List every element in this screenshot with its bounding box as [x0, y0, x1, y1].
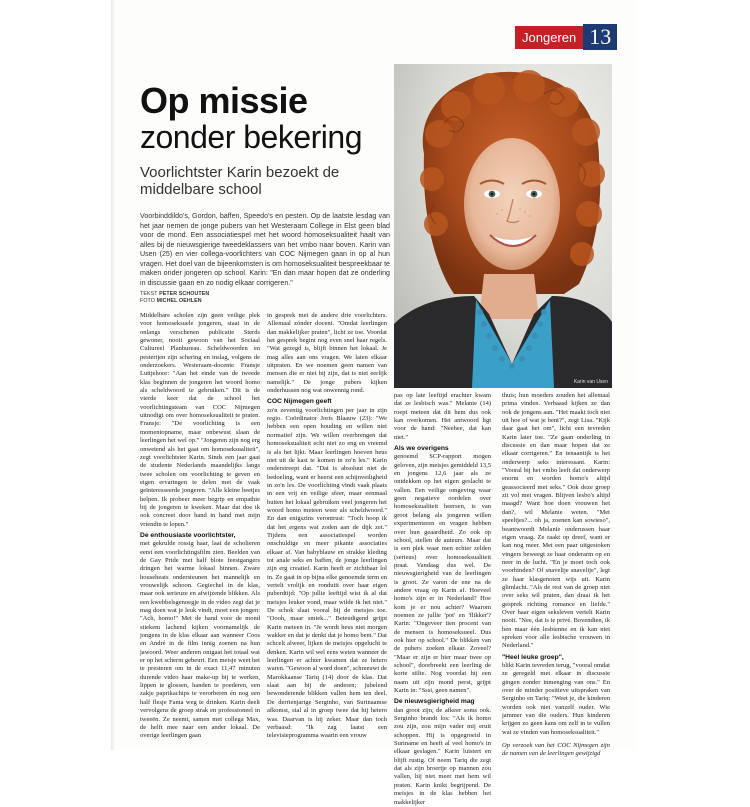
page-number: 13: [583, 24, 617, 50]
paragraph: thuis; hun moeders zouden het allemaal prima vinden. Verbaasd kijken ze dan ook de jongens aan. "Het maakt toch niet uit hoe of wat je bent?", zegt Lisa. "Kijk daar gaat het om", licht een tevreden Karin later toe. "Ze gaan onderling in discussie en dan maar hopen dat ze elkaar corrigeren." En tenaantijk is het onderwerp seks interessant. Karin: "Vooral bij het vmbo leeft dat onderwerp enorm en worden homo's altijd geassocieerd met seks." Ook deze groep zit vol met vragen. Blijven lesbo's altijd maagd? Want hoe doen vrouwen het dan?, wil Melanie weten. "Met speeltjes?... oh ja, zoenen kan sowieso", beantwoordt Melanie onderussen haar eigen vraag. Ze raakt op dreef, want er kan nog meer. Met een paar uitgestoken vingers beweegt ze haar onderarm op en neer in de lucht. "En je moet toch ook voorbinden? Of snavelije snavelije", legt ze haar klasgenoten wijs uit. Karin glimlacht. "Als de rest van de groep niet over seks wil praten, dan draai ik het gesprek richting romance en liefde." Over haar eigen seksleven vertelt Karin nooit. "Nee, dat is te privé. Bovendien, ik ben maar één lesbienne en ik kan niet spreken voor alle lesbische vrouwen in Nederland.": [502, 392, 610, 650]
paragraph-lead-in: "Heel leuke groep",: [502, 653, 564, 661]
article-headline: [140, 82, 390, 154]
credit-text-name: PETER SCHOUTEN: [159, 291, 210, 297]
paragraph-lead-in: COC Nijmegen geeft: [267, 398, 332, 406]
text-column-2: [267, 312, 387, 741]
text-column-3: [394, 392, 491, 807]
photo-caption: Karin van Usen: [573, 379, 608, 385]
headline-line-1: Op missie: [140, 80, 308, 121]
paragraph-lead-in: Als we overigens: [394, 445, 449, 453]
credit-text-label: TEKST: [140, 291, 158, 297]
credit-photo-name: MICHEL OEHLEN: [156, 298, 202, 304]
paragraph-lead-in: De nieuwsgierigheid mag: [394, 698, 475, 706]
text-column-1: [140, 312, 260, 741]
credit-photo-label: FOTO: [140, 298, 156, 304]
headline-line-2: zonder bekering: [140, 119, 362, 155]
paragraph: pas op late leeftijd erachter kwam dat ze lesbisch was." Melanie (14) roept meteen dat dit hem dus ook kan overkomen. Het antwoord ligt voor de hand: "Neehee, dat kan niet.": [394, 392, 491, 441]
text-column-4: [502, 392, 610, 759]
paragraph: in gesprek met de andere drie voorlichters. Allemaal zónder docent. "Omdat leerlingen dan makkelijker praten", licht ze toe. Voordat het gesprek begint nog even snel haar regels. "Wat gezegd is, blijft binnen het lokaal. Je mag alles aan ons vragen. We laten elkaar uitpraten. En we noemen geen namen van mensen die er niet bij zijn, dat is niet eerlijk namelijk." De jonge pubers kijken onderhussen nog wat onwennig rond.: [267, 312, 387, 395]
article-subheadline: Voorlichtster Karin bezoekt de middelbare school: [140, 164, 340, 198]
paragraph-lead-in: De enthousiaste voorlichtster,: [140, 531, 236, 539]
article-credits: [140, 291, 209, 305]
portrait-photo: [394, 64, 612, 388]
footnote: Op verzoek van het COC Nijmegen zijn de namen van de leerlingen gewijzigd: [502, 742, 610, 758]
paragraph: met gekrulde rossig haar, laat de scholieren eerst een voorlichtingsfilm zien. Beelden van de Gay Pride met half blote feestgangers dringen het warme lokaal binnen. Zware househeats ondersteunen het mannelijk en vrouwelijk schoon. Gegiechel in de klas, maar ook serieuze en afwijzende blikken. Als een kwebbelsgenoegje in de video zegt dat je mag doen wat je leuk vindt, moet een jongen: "Ach, homo!" Met de hand voor de mond stiekem lachend kijken voornamelijk de jongens in de klas elkaar aan wanneer Coos en André in de film innig zoenen na hun jawoord. Weer anderen ontgaat het totaal wat er op het scherm gebeurt. Een meisje weet het te presteren om in de exact 11,47 minuten durende video haar make-up bij te werken, lippen te glossen, handen te poederen, een zakje paprikachips te verorberen én nog een half flesje Fanta weg te drinken. Karin deelt vervolgens de groep strak en professioneel in tweeën. Ze neemt, samen met collega Max, de helft mee naar een ander lokaal. De overige leerlingen gaan: [140, 540, 260, 740]
section-header: [515, 24, 617, 50]
paragraph: blikt Karin tevreden terug, "vooral omdat ze geregeld met elkaar in discussie gingen zonder inmenging van ons." En over de minder positieve uitspraken van Serginho en Tariq: "Weet je, die kinderen worden ook niet vanzelf ouder. Wie jammer van die ouders. Hun kinderen krijgen zo geen kans om zelf in te vullen wat ze vinden van homoseksualiteit.": [502, 662, 610, 736]
paragraph: dan groot zijn, de afkeer soms ook. Serginho brandt los: "Als ik homo zou zijn, zou mijn vader mij eruit schoppen. Hij is opgegroeid in Suriname en heeft al veel homo's in elkaar geslagen." Karin luistert en blijft rustig. Of neem Tariq die zegt dat als zijn broertje op mannen zou vallen, hij niet meer met hem wil praten. Karin knikt begrijpend. De meisjes in de klas hebben het makkelijker: [394, 706, 491, 806]
article-lead: Voorbinddildo's, Gordon, baffen, Speedo's en pesten. Op de laatste lesdag van het jaar nemen de jonge pubers van het Westeraam College in Elst geen blad voor de mond. Een associatiespel met het woord homoseksualiteit haalt van alles bij de nieuwsgierige tweedeklassers van het vmbo naar boven. Karin van Usen (25) en vier collega-voorlichters van COC Nijmegen gaan in op al hun vragen. Het doel van de bijeenkomsten is om homoseksualiteit bespreekbaar te maken onder jongeren op school. Karin: "En dan maar hopen dat ze onderling in discussie gaan en zo nodig elkaar corrigeren.": [140, 212, 390, 287]
paragraph: Middelbare scholen zijn geen veilige plek voor homoseksuele jongeren, staat in de onlangs verschenen publicatie Sterds gewoner, nooit gewoon van het Sociaal Cultureel Planbureau. Scheldwoorden en pesterijen zijn schering en inslag, volgens de onderzoekers. Westeraam-docente Fransje Luttjehoor: "Aan het einde van de tweede klas beginnen de jongeren het woord homo als scheldwoord te gebruiken." Dit is de vierde keer dat de school het voorlichtingsteam van COC Nijmegen uitnodigt om over homoseksualiteit te praten. Fransje: "De voorlichting is een momentopname, maar onbewust slaan de leerlingen het wel op." "Jongeren zijn nog erg onwetend als het gaat om homoseksualiteit", zegt voorlichtster Karin. Sinds een jaar gaat de studente Nederlands maandelijks langs twee scholen om voorlichting te geven en eigen ervaringen te delen met de vaak geïnteresseerde jongeren. "Alle kleine beetjes helpen. Ik probeer meer begrip en empathie bij de jongeren te kweken. Maar dat doe ik ook concreet door hand in hand met mijn vriendin te lopen.": [140, 312, 260, 528]
paragraph: genoemd SCP-rapport mogen geloven, zijn meisjes gemiddeld 13,5 en jongens 12,6 jaar als ze ontdekken op het eigen geslacht te vallen. Een veilige omgeving waar geen negatieve oordelen over homoseksualiteit heersen, is van groot belang als jongeren willen experimenteren en vragen hebben over hun geaardheid. Zo ook op school, stellen de auteurs. Maar dat is een plek waar men echter zelden (serieus) over homoseksualiteit praat. Vandaag dus wel. De nieuwsgierigheid van de leerlingen is groot. Ze varen de ene na de andere vraag op Karin af. Hoeveel homo's zijn er in Nederland? Hoe kom je er nou achter? Waarom noemen ze jullie 'pot' en 'flikker'? Karin: "Ongeveer tien procent van de mensen is homoseksueel. Dus ook hier op school." De blikken van de pubers zoeken elkaar. Zoveel? "Maar er zijn er hier maar twee op school", doorbreekt een leerling de korte stilte. Nog voordat hij een naam uit zijn mond perst, grijpt Karin in: "Sssi, geen namen".: [394, 453, 491, 695]
paragraph: zo'n zeventig voorlichtingen per jaar in zijn regio. Coördinator Joris Blaauw (23): "We hebben een open houding en willen niet normatief zijn. We willen overbrengen dat homoseksualiteit echt niet zo eng en vreemd is als het lijkt. Maar leerlingen hoeven heus niet uit de kast te komen in zo'n les." Karin onderstreept dat. "Dat is absoluut niet de bedoeling, want er heerst een schijnveiligheid in zo'n les. De voorlichting vindt vaak plaats in een vrij en veilige sfeer, maar eenmaal buiten het lokaal gebruiken veel jongeren het woord homo meteen weer als scheldwoord." En dan enigszins verontrust: "Toch hoop ik dat het ergens wat zoden aan de dijk zet." Tijdens een associatiespel worden onschuldige en meer pikante associaties elkaar af. Van babyblauw en strakke kleding tot anale seks en baffen, de jonge leerlingen zijn erg creatief. Karin heeft er zichtbaar lol in. Ze gaat in op bijna elke genoemde term en vertelt vrolijk en rondutit over haar eigen puberdtijd: "Op jullie leeftijd wist ik al dat meisjes leuker vond, maar wilde ik het niet." De schok slaat vooral bij de meisjes toe. "Oooh, maar smiek..." Beteudigend grijpt Karin meteen in. "Je wordt heus niet morgen wakker en dat je denkt dat je homo bent." Dat schcelt alweer, lijken de meisjes opgelucht te denken. Karin wil wel eens weten wanneer de leerlingen er achter kwamen dat ze hetero waren. "Gewoon al word doen", schreeuwt de Marokkaanse Tariq (14) door de klas. Dat slaat aan bij de anderen; jubelend bewonderende blikken vallen hem ten deel. De derrienjarige Serginho, van Surinaamse afkomst, stal al in groep twee dat hij hetero was. Daarvan is hij zeker. Maar dan toch verbaasd: "Ik zag laatst een televisieprogramma waarin een vrouw: [267, 406, 387, 740]
section-label: Jongeren: [515, 26, 583, 49]
